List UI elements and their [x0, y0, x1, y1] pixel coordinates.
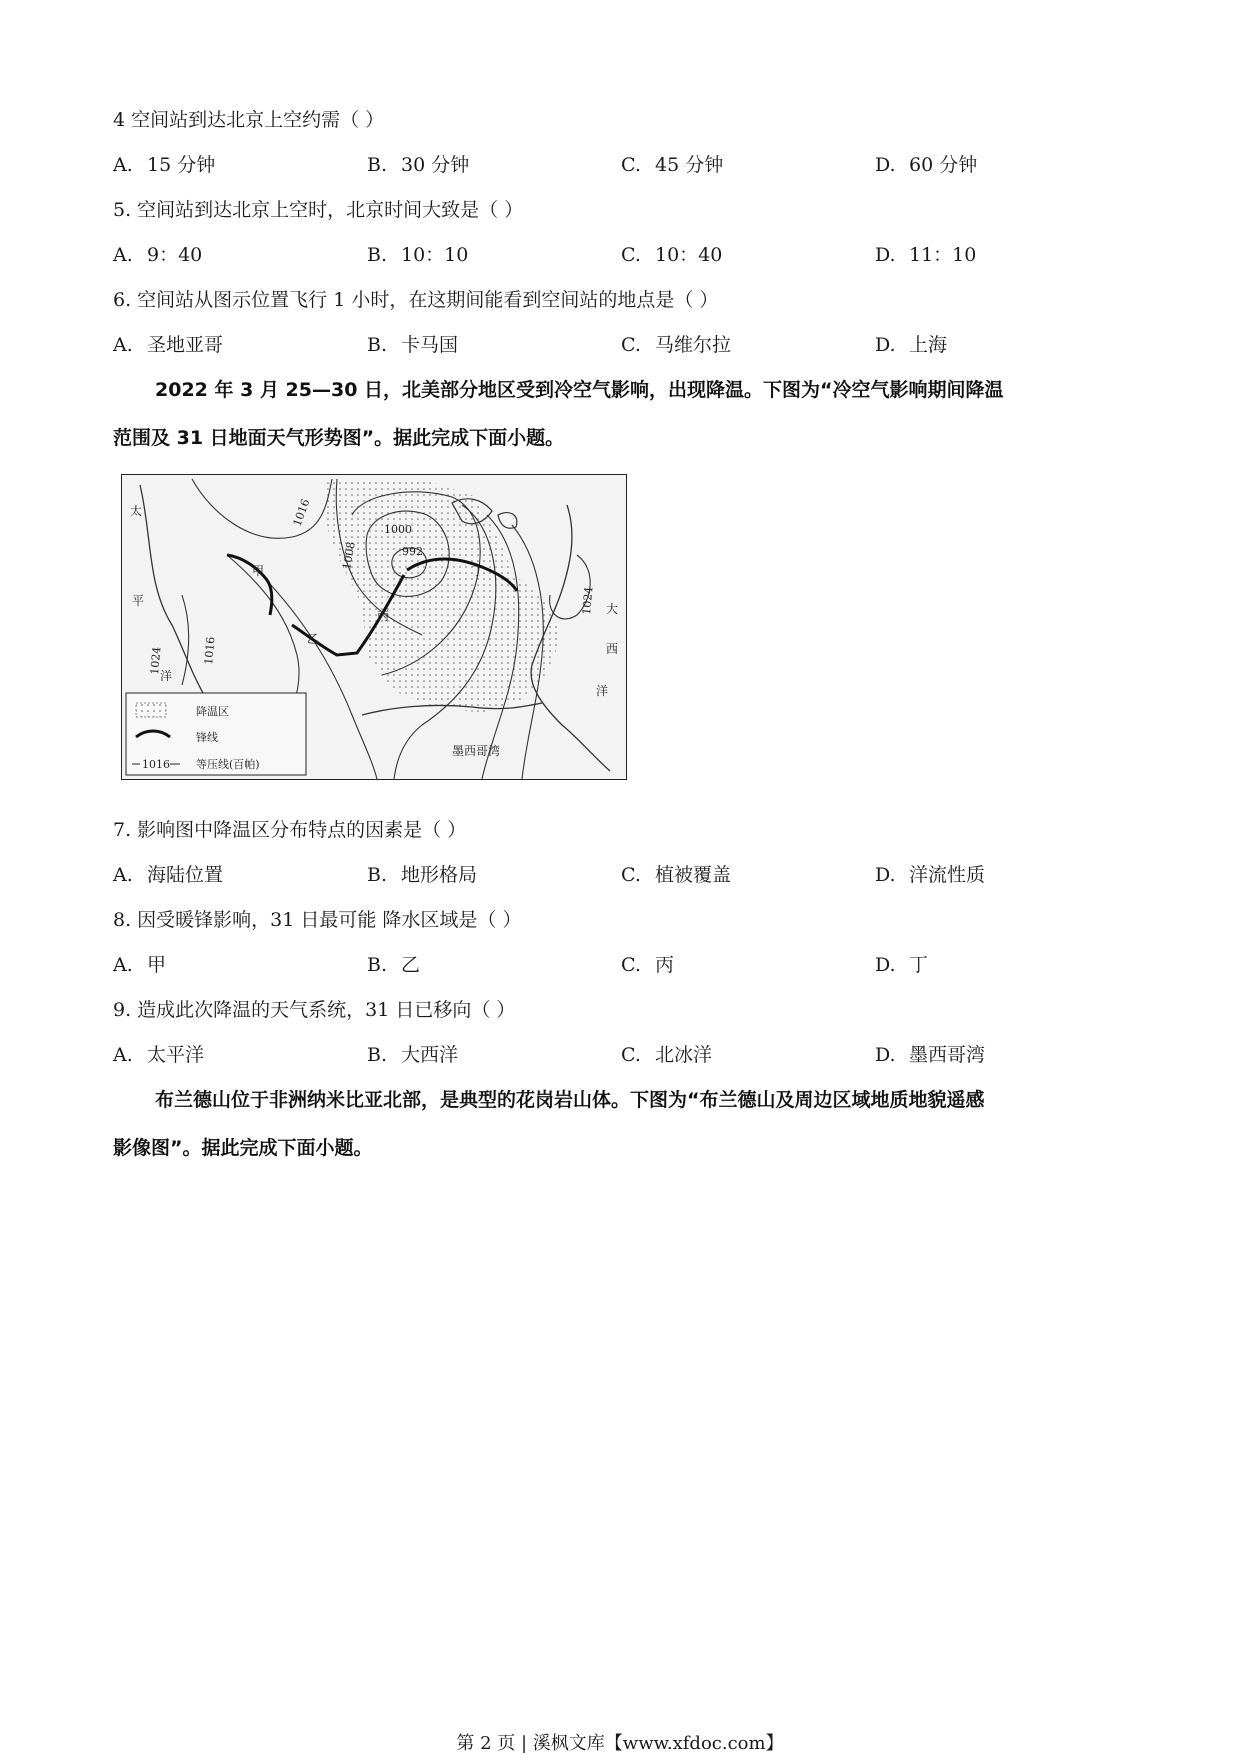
question-8-options	[113, 953, 1113, 977]
ocean-label: 大	[606, 602, 619, 616]
option-b: B. 乙	[367, 954, 421, 976]
question-5-options	[113, 243, 1113, 267]
isobar-label: 1024	[148, 646, 164, 676]
passage-brandberg: 布兰德山位于非洲纳米比亚北部，是典型的花岗岩山体。下图为“布兰德山及周边区域地质地貌遥感 影像图”。据此完成下面小题。	[113, 1089, 985, 1159]
option-b: B. 卡马国	[367, 334, 459, 356]
question-7-options	[113, 863, 1113, 887]
place-label-bing: 丙	[377, 609, 390, 623]
option-b: B. 地形格局	[367, 864, 478, 886]
option-d: D. 60 分钟	[875, 154, 978, 176]
option-a: A. 甲	[113, 954, 167, 976]
ocean-label: 西	[606, 642, 619, 656]
ocean-label: 洋	[596, 684, 609, 698]
option-a: A. 海陆位置	[113, 864, 224, 886]
question-4-stem: 4 空间站到达北京上空约需（ ）	[113, 109, 385, 131]
ocean-label: 太	[130, 504, 143, 518]
question-7-stem: 7. 影响图中降温区分布特点的因素是（ ）	[113, 819, 467, 841]
place-label-ding: 丁	[472, 564, 485, 578]
question-9-options	[113, 1043, 1113, 1067]
place-label-jia: 甲	[252, 564, 265, 578]
option-c: C. 北冰洋	[621, 1044, 713, 1066]
option-d: D. 上海	[875, 334, 948, 356]
ocean-label: 洋	[160, 669, 173, 683]
legend-label-isobar: 等压线(百帕)	[196, 758, 260, 771]
ocean-label: 墨西哥湾	[452, 744, 501, 758]
option-a: A. 圣地亚哥	[113, 334, 224, 356]
isobar-label: 1000	[384, 523, 412, 536]
legend-isobar-sample: 1016	[142, 758, 170, 771]
option-a: A. 太平洋	[113, 1044, 205, 1066]
question-5-stem: 5. 空间站到达北京上空时，北京时间大致是（ ）	[113, 199, 524, 221]
option-d: D. 洋流性质	[875, 864, 986, 886]
option-c: C. 植被覆盖	[621, 864, 732, 886]
isobar-label: 1008	[340, 540, 358, 571]
option-a: A. 15 分钟	[113, 154, 216, 176]
page-footer: 第 2 页 | 溪枫文库【www.xfdoc.com】	[456, 1733, 784, 1754]
legend-label-cooling: 降温区	[196, 705, 229, 718]
option-b: B. 大西洋	[367, 1044, 459, 1066]
question-9-stem: 9. 造成此次降温的天气系统，31 日已移向（ ）	[113, 999, 516, 1021]
option-c: C. 10：40	[621, 244, 723, 266]
question-4-options	[113, 153, 1113, 177]
question-6-stem: 6. 空间站从图示位置飞行 1 小时，在这期间能看到空间站的地点是（ ）	[113, 289, 719, 311]
option-b: B. 30 分钟	[367, 154, 470, 176]
isobar-label: 1016	[290, 497, 313, 529]
option-d: D. 11：10	[875, 244, 977, 266]
option-b: B. 10：10	[367, 244, 469, 266]
option-d: D. 丁	[875, 954, 929, 976]
legend-label-front: 锋线	[196, 731, 218, 744]
isobar-label: 992	[402, 545, 423, 558]
question-6-options	[113, 333, 1113, 357]
option-c: C. 马维尔拉	[621, 334, 732, 356]
place-label-yi: 乙	[307, 632, 320, 646]
ocean-label: 平	[132, 594, 145, 608]
option-d: D. 墨西哥湾	[875, 1044, 986, 1066]
option-c: C. 丙	[621, 954, 675, 976]
option-c: C. 45 分钟	[621, 154, 724, 176]
weather-map-figure	[121, 474, 627, 780]
isobar-label: 1016	[202, 636, 218, 666]
passage-cold-air: 2022 年 3 月 25—30 日，北美部分地区受到冷空气影响，出现降温。下图为“冷空气影响期间降温 范围及 31 日地面天气形势图”。据此完成下面小题。	[113, 379, 1004, 449]
option-a: A. 9：40	[113, 244, 203, 266]
question-8-stem: 8. 因受暖锋影响，31 日最可能 降水区域是（ ）	[113, 909, 522, 931]
isobar-label: 1024	[580, 586, 596, 616]
